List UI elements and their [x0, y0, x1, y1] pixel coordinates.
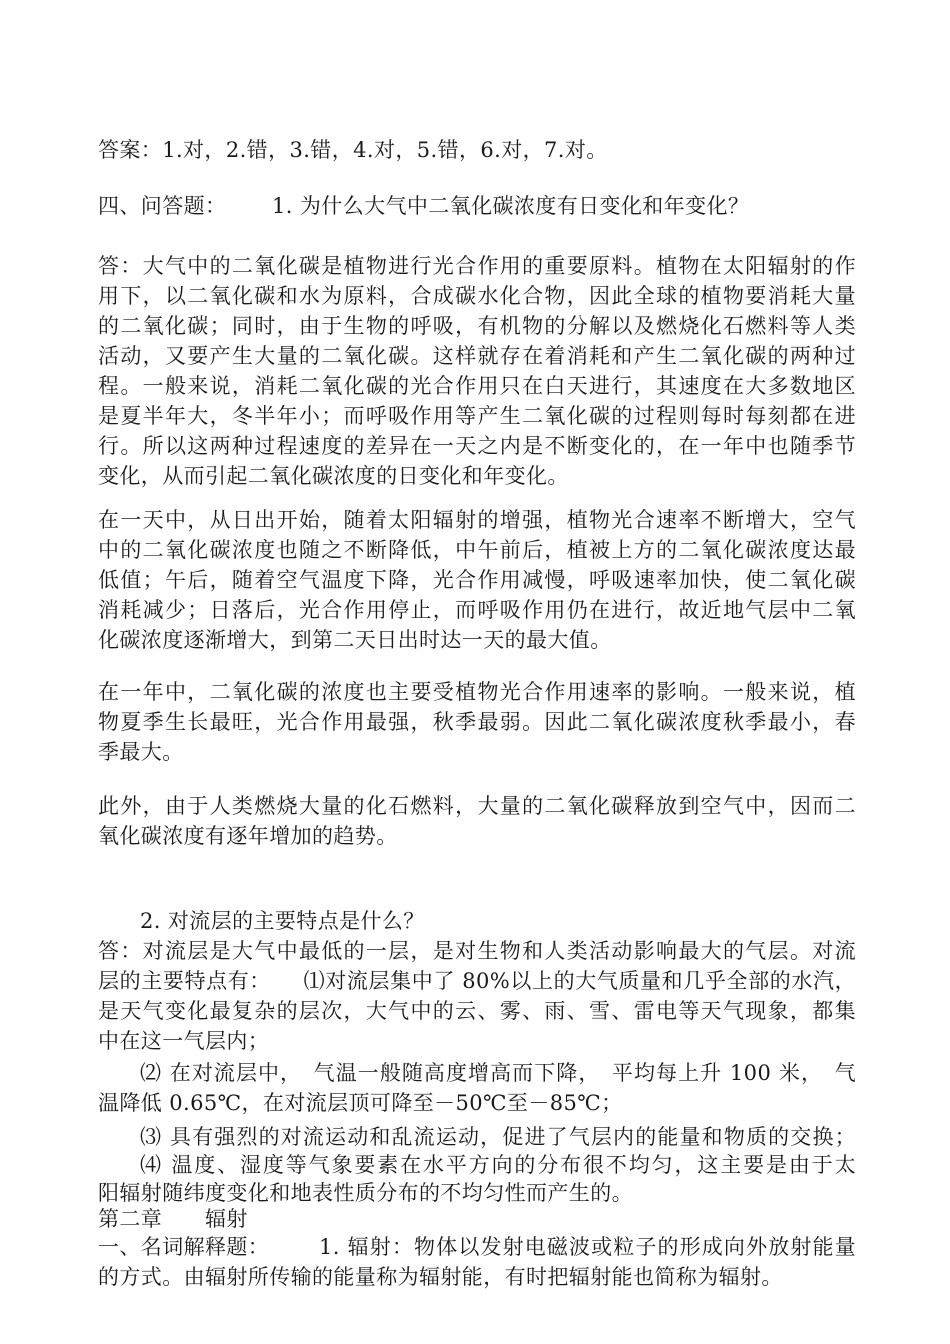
question-1: 1. 为什么大气中二氧化碳浓度有日变化和年变化？ — [272, 194, 750, 218]
answer-1-p3-line: 在一年中，二氧化碳的浓度也主要受植物光合作用速率的影响。一般来说，植 — [98, 680, 856, 704]
answer-1-p2-line: 在一天中，从日出开始，随着太阳辐射的增强，植物光合速率不断增大，空气 — [98, 508, 856, 532]
answer-2-intro-line: 是天气变化最复杂的层次，大气中的云、雾、雨、雪、雷电等天气现象，都集 — [98, 999, 856, 1023]
answer-1-p2-line: 化碳浓度逐渐增大，到第二天日出时达一天的最大值。 — [98, 628, 612, 652]
answer-2-item-4-line: ⑷ 温度、湿度等气象要素在水平方向的分布很不均匀，这主要是由于太 — [140, 1153, 856, 1177]
answer-2-intro-line: 层的主要特点有： ⑴对流层集中了 80%以上的大气质量和几乎全部的水汽， — [98, 969, 856, 993]
answer-2-item-4-line: 阳辐射随纬度变化和地表性质分布的不均匀性而产生的。 — [98, 1181, 633, 1205]
question-2: 2. 对流层的主要特点是什么？ — [140, 909, 425, 933]
answer-1-p1-line: 是夏半年大，冬半年小；而呼吸作用等产生二氧化碳的过程则每时每刻都在进 — [98, 404, 856, 428]
definition-radiation-line: 的方式。由辐射所传输的能量称为辐射能，有时把辐射能也简称为辐射。 — [98, 1265, 783, 1289]
answer-1-p1-line: 行。所以这两种过程速度的差异在一天之内是不断变化的，在一年中也随季节 — [98, 434, 856, 458]
answer-1-p2-line: 中的二氧化碳浓度也随之不断降低，中午前后，植被上方的二氧化碳浓度达最 — [98, 538, 856, 562]
answer-1-p2-line: 消耗减少；日落后，光合作用停止，而呼吸作用仍在进行，故近地气层中二氧 — [98, 598, 856, 622]
section-4-heading: 四、问答题： — [98, 194, 227, 218]
answer-1-p1-line: 变化，从而引起二氧化碳浓度的日变化和年变化。 — [98, 464, 569, 488]
answer-1-p1-line: 程。一般来说，消耗二氧化碳的光合作用只在白天进行，其速度在大多数地区 — [98, 374, 856, 398]
answer-1-p1-line: 用下，以二氧化碳和水为原料，合成碳水化合物，因此全球的植物要消耗大量 — [98, 284, 856, 308]
true-false-answers: 答案：1.对，2.错，3.错，4.对，5.错，6.对，7.对。 — [98, 138, 608, 162]
answer-2-intro-line: 答：对流层是大气中最低的一层，是对生物和人类活动影响最大的气层。对流 — [98, 939, 856, 963]
answer-2-item-2-line: ⑵ 在对流层中， 气温一般随高度增高而下降， 平均每上升 100 米， 气 — [140, 1061, 856, 1085]
definition-radiation-line: 1. 辐射：物体以发射电磁波或粒子的形成向外放射能量 — [319, 1235, 856, 1259]
answer-1-p1-line: 活动，又要产生大量的二氧化碳。这样就存在着消耗和产生二氧化碳的两种过 — [98, 344, 856, 368]
answer-1-p1-line: 答：大气中的二氧化碳是植物进行光合作用的重要原料。植物在太阳辐射的作 — [98, 254, 856, 278]
answer-1-p3-line: 季最大。 — [98, 740, 184, 764]
chapter-2-title: 第二章 辐射 — [98, 1207, 248, 1231]
answer-2-intro-line: 中在这一气层内； — [98, 1029, 270, 1053]
answer-2-item-2-line: 温降低 0.65℃，在对流层顶可降至－50℃至－85℃； — [98, 1091, 623, 1115]
answer-1-p4-line: 氧化碳浓度有逐年增加的趋势。 — [98, 824, 398, 848]
answer-1-p2-line: 低值；午后，随着空气温度下降，光合作用减慢，呼吸速率加快，使二氧化碳 — [98, 568, 856, 592]
section-1-heading: 一、名词解释题： — [98, 1235, 270, 1259]
answer-1-p3-line: 物夏季生长最旺，光合作用最强，秋季最弱。因此二氧化碳浓度秋季最小，春 — [98, 710, 856, 734]
answer-1-p1-line: 的二氧化碳；同时，由于生物的呼吸，有机物的分解以及燃烧化石燃料等人类 — [98, 314, 856, 338]
answer-1-p4-line: 此外，由于人类燃烧大量的化石燃料，大量的二氧化碳释放到空气中，因而二 — [98, 794, 856, 818]
answer-2-item-3: ⑶ 具有强烈的对流运动和乱流运动，促进了气层内的能量和物质的交换； — [140, 1125, 856, 1149]
